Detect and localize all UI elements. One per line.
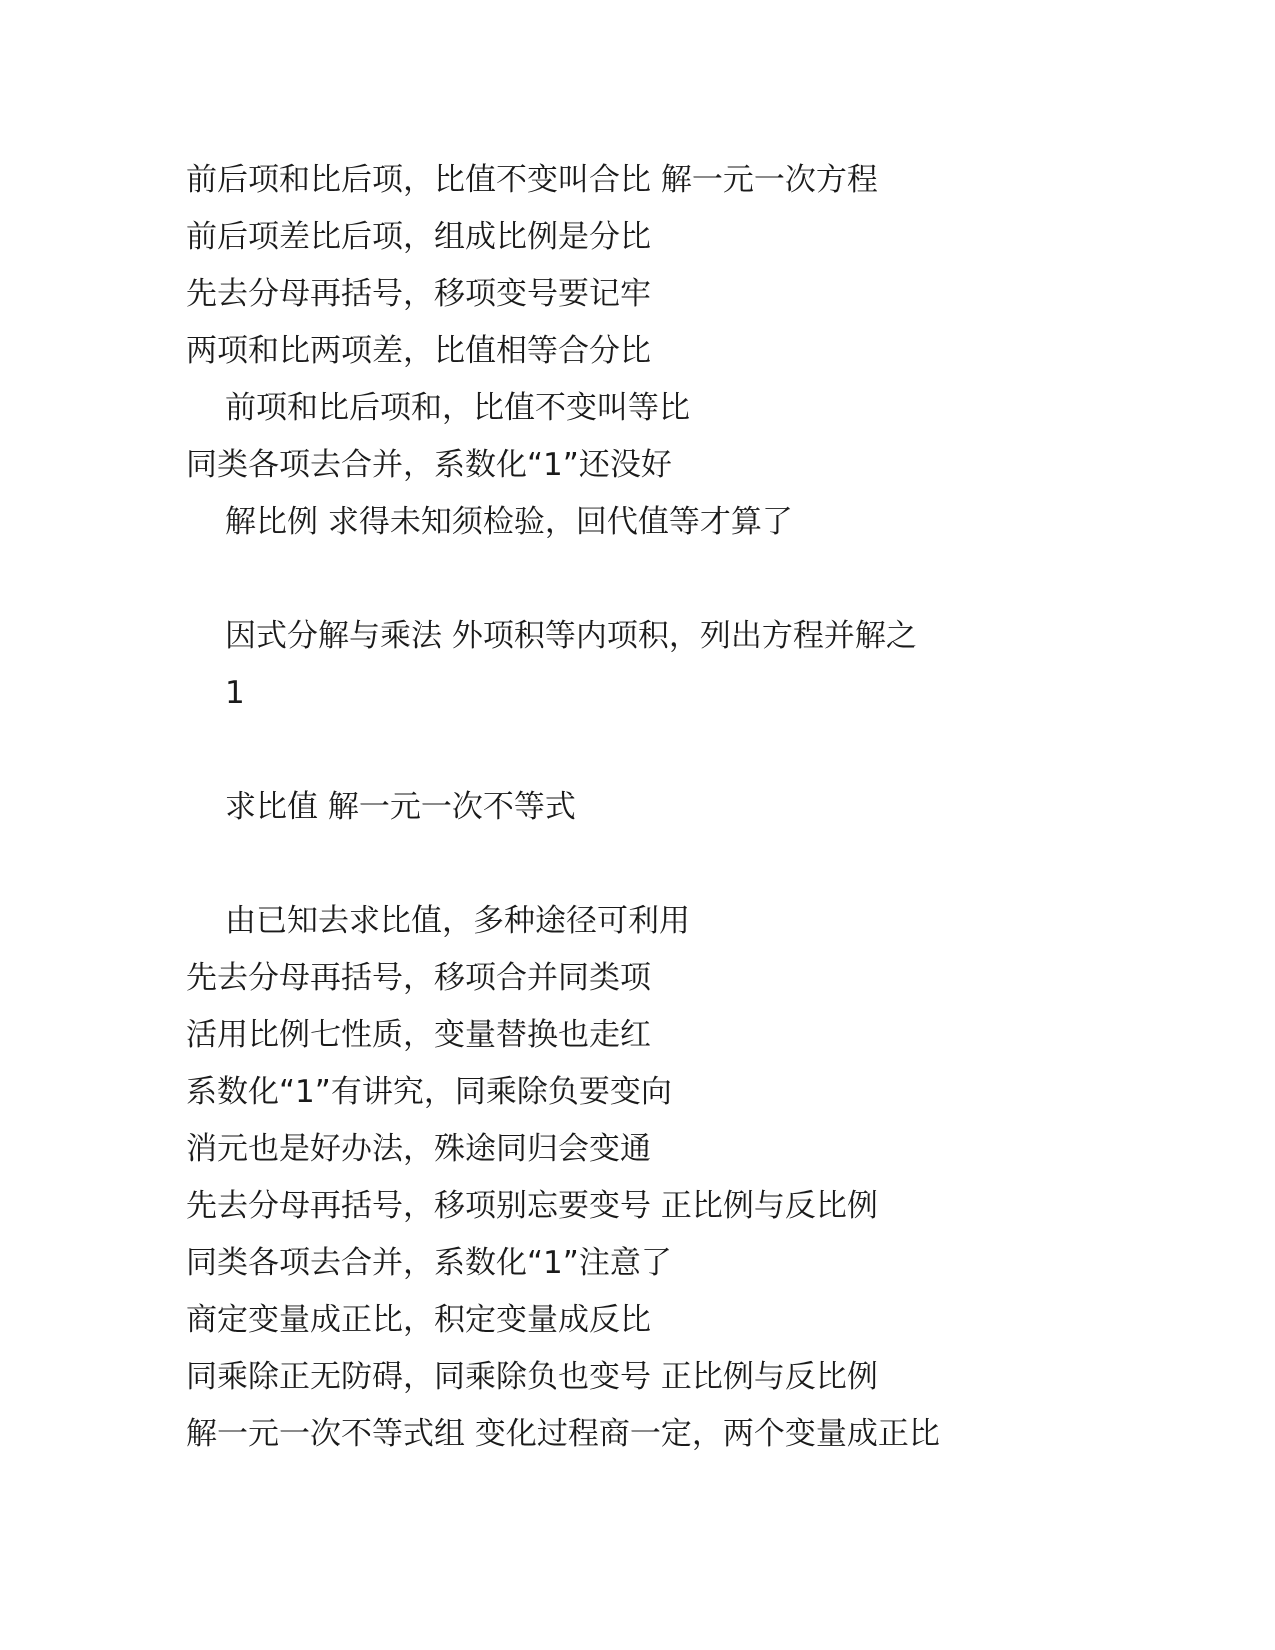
blank-line bbox=[186, 551, 1086, 608]
blank-line bbox=[186, 836, 1086, 893]
text-line: 同乘除正无防碍，同乘除负也变号 正比例与反比例 bbox=[186, 1359, 878, 1395]
text-line: 求比值 解一元一次不等式 bbox=[225, 789, 576, 825]
text-line: 系数化“1”有讲究，同乘除负要变向 bbox=[186, 1074, 672, 1110]
text-line: 两项和比两项差，比值相等合分比 bbox=[186, 333, 651, 369]
text-line: 解比例 求得未知须检验，回代值等才算了 bbox=[225, 504, 793, 540]
text-line: 解一元一次不等式组 变化过程商一定，两个变量成正比 bbox=[186, 1416, 940, 1452]
text-line: 由已知去求比值，多种途径可利用 bbox=[225, 903, 690, 939]
text-line: 前后项和比后项，比值不变叫合比 解一元一次方程 bbox=[186, 162, 878, 198]
text-line: 前项和比后项和，比值不变叫等比 bbox=[225, 390, 690, 426]
text-line: 活用比例七性质，变量替换也走红 bbox=[186, 1017, 651, 1053]
text-line: 商定变量成正比，积定变量成反比 bbox=[186, 1302, 651, 1338]
text-line: 消元也是好办法，殊途同归会变通 bbox=[186, 1131, 651, 1167]
text-line: 因式分解与乘法 外项积等内项积，列出方程并解之 bbox=[225, 618, 917, 654]
text-line: 先去分母再括号，移项合并同类项 bbox=[186, 960, 651, 996]
text-line: 先去分母再括号，移项变号要记牢 bbox=[186, 276, 651, 312]
page-number-text: 1 bbox=[225, 675, 245, 711]
text-line: 同类各项去合并，系数化“1”还没好 bbox=[186, 447, 672, 483]
text-line: 同类各项去合并，系数化“1”注意了 bbox=[186, 1245, 672, 1281]
text-line: 前后项差比后项，组成比例是分比 bbox=[186, 219, 651, 255]
text-line: 先去分母再括号，移项别忘要变号 正比例与反比例 bbox=[186, 1188, 878, 1224]
blank-line bbox=[186, 722, 1086, 779]
text-body bbox=[186, 152, 1086, 1463]
